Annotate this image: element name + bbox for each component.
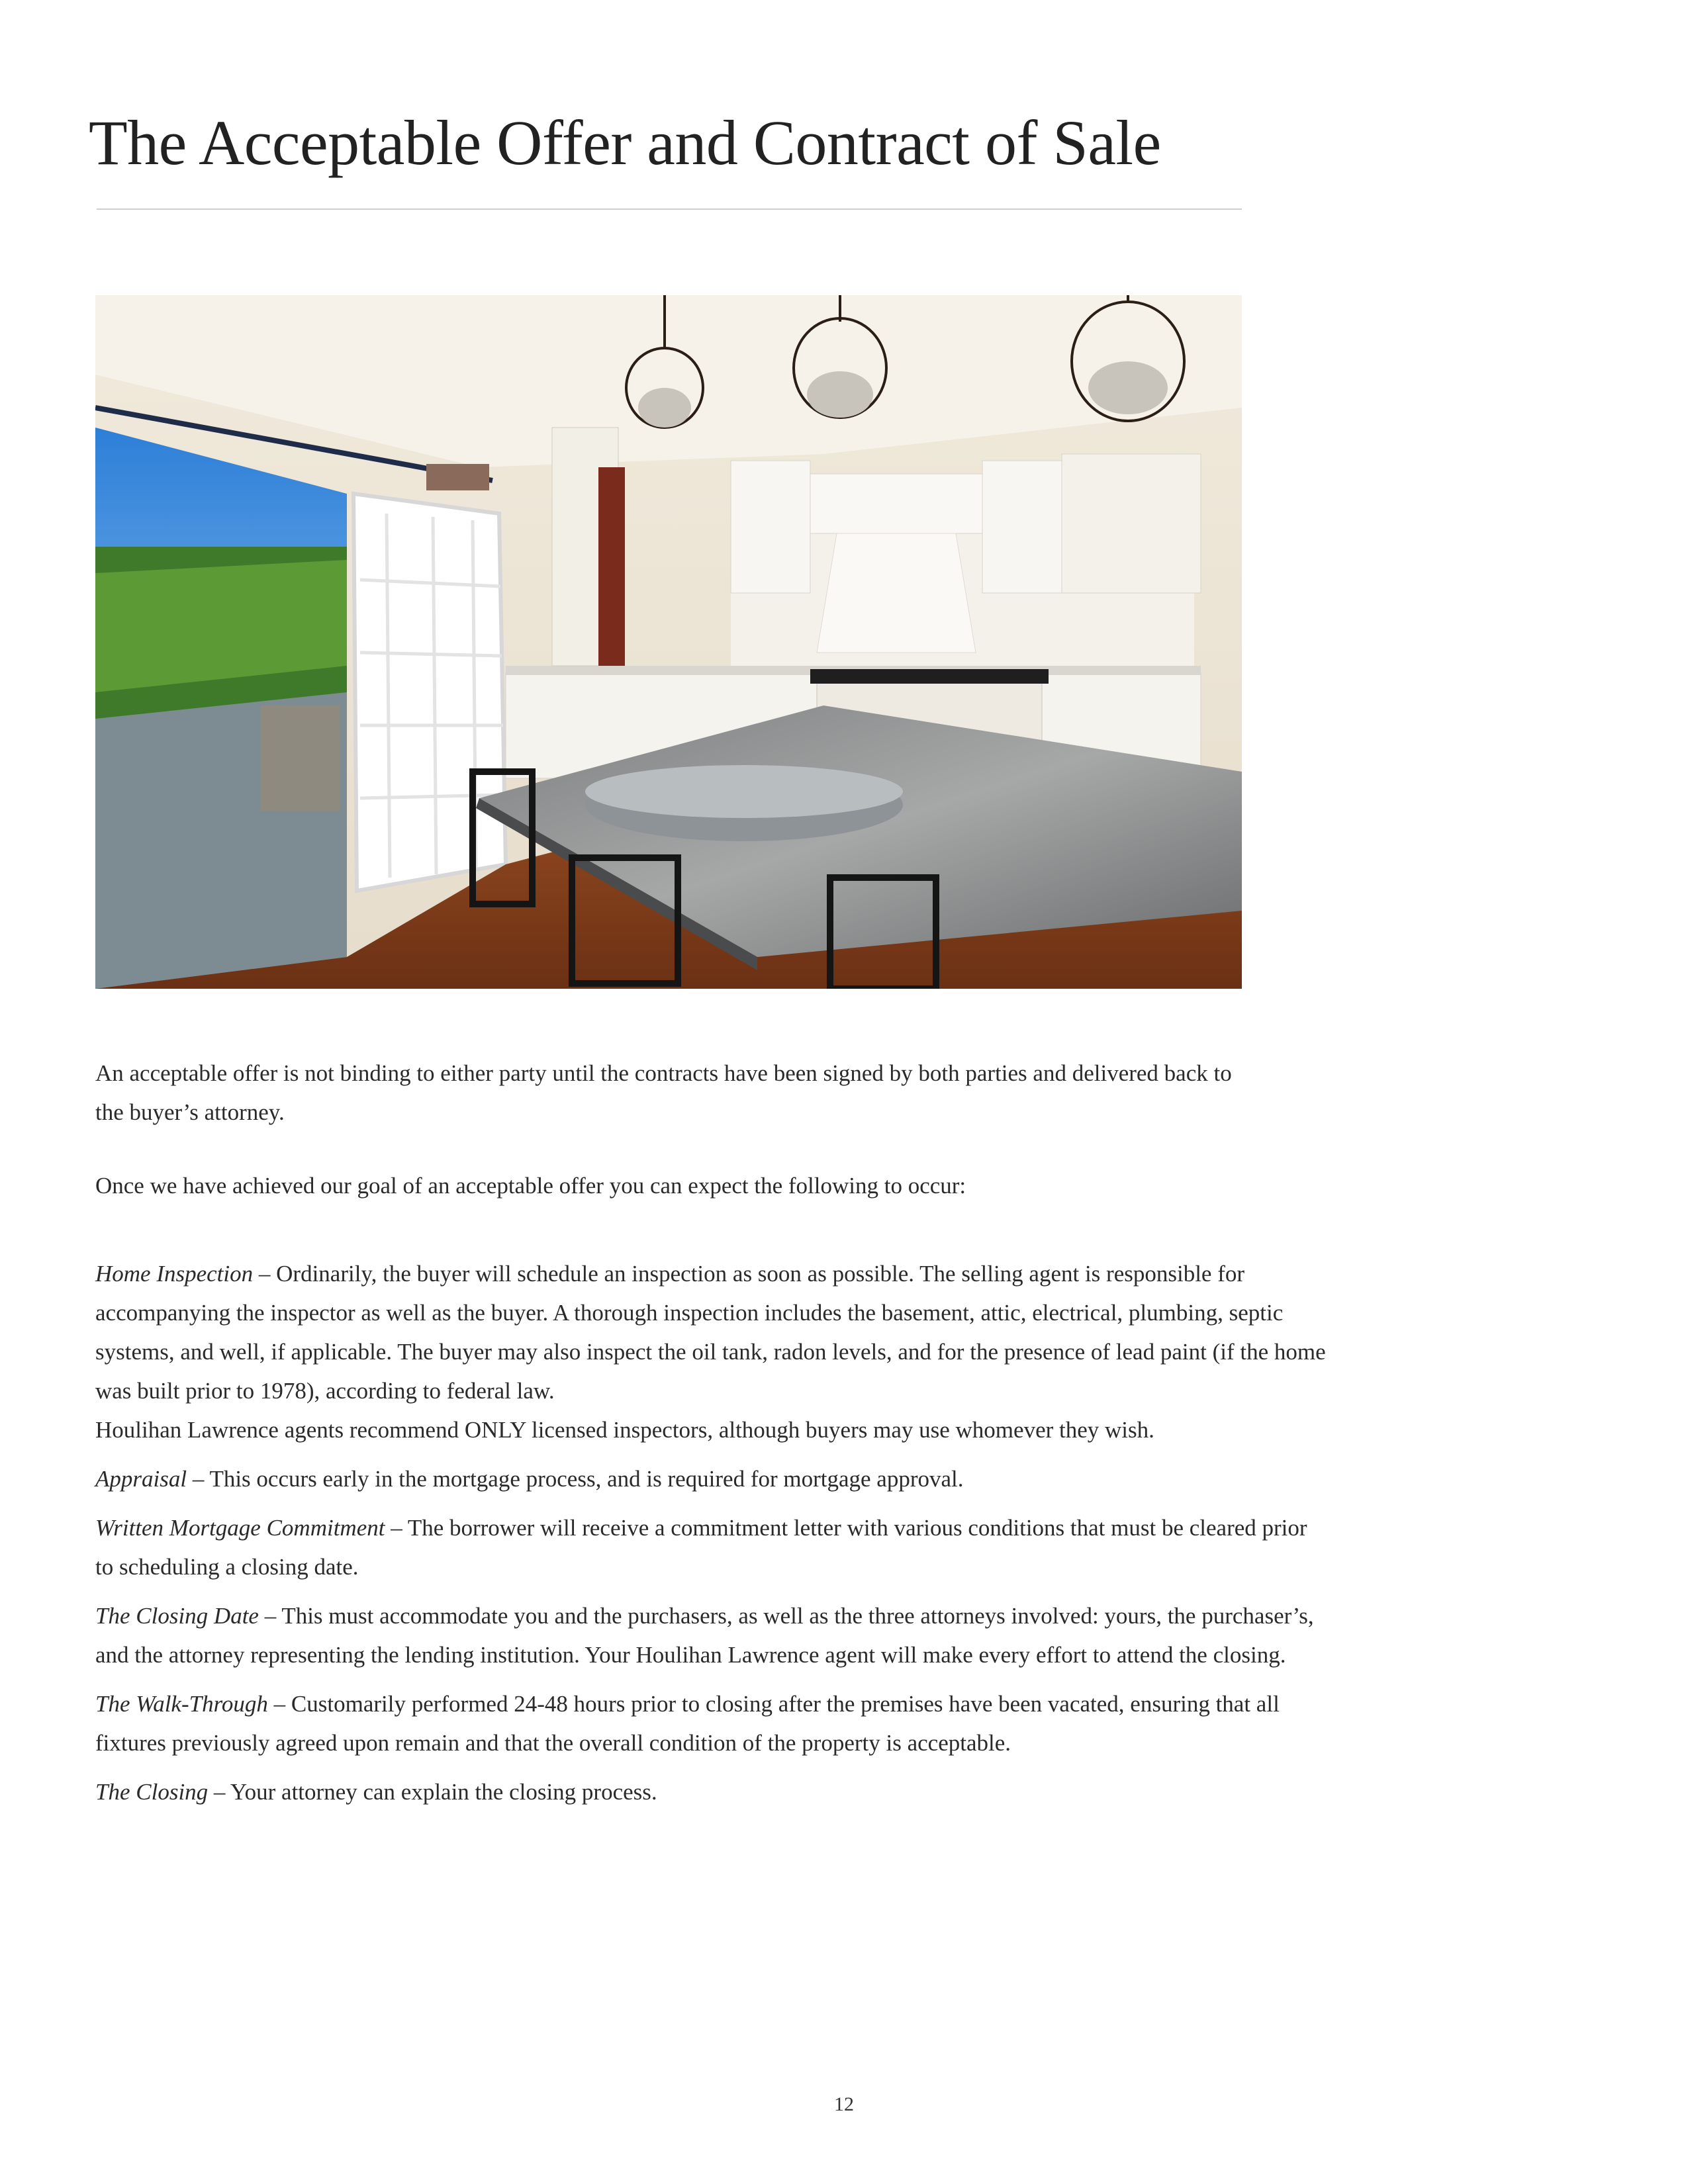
step-description: – Your attorney can explain the closing process. [208, 1779, 657, 1805]
kitchen-photo [95, 295, 1242, 989]
step-description: – This occurs early in the mortgage process, and is required for mortgage approval. [187, 1466, 964, 1492]
expectation-text: Once we have achieved our goal of an acceptable offer you can expect the following to occur: [95, 1173, 966, 1199]
process-steps [95, 1254, 1327, 1821]
step-appraisal [95, 1459, 1327, 1498]
step-term: The Closing [95, 1779, 209, 1805]
step-home-inspection [95, 1254, 1327, 1449]
step-term: Written Mortgage Commitment [95, 1515, 385, 1541]
step-closing [95, 1772, 1327, 1811]
step-mortgage-commitment [95, 1508, 1327, 1586]
step-term: The Walk-Through [95, 1691, 268, 1717]
step-closing-date [95, 1596, 1327, 1674]
step-description: – This must accommodate you and the purchasers, as well as the three attorneys involved: yours, the purchaser’s, and the attorney representing the lending institution. Your Houlihan Lawrence agent will make every effort to attend the closing. [95, 1603, 1314, 1668]
step-walk-through [95, 1684, 1327, 1762]
step-description: – The borrower will receive a commitment letter with various conditions that must be cleared prior to scheduling a closing date. [95, 1515, 1307, 1580]
expectation-paragraph [95, 1166, 1327, 1205]
step-description: – Ordinarily, the buyer will schedule an inspection as soon as possible. The selling agent is responsible for accompanying the inspector as well as the buyer. A thorough inspection includes the basement, attic, electrical, plumbing, septic systems, and well, if applicable. The buyer may also inspect the oil tank, radon levels, and for the presence of lead paint (if the home was built prior to 1978), according to federal law. [95, 1261, 1326, 1404]
step-term: Home Inspection [95, 1261, 254, 1287]
step-note: Houlihan Lawrence agents recommend ONLY licensed inspectors, although buyers may use whomever they wish. [95, 1417, 1154, 1443]
step-description: – Customarily performed 24-48 hours prior to closing after the premises have been vacated, ensuring that all fixtures previously agreed upon remain and that the overall condition of the property is acceptable. [95, 1691, 1280, 1756]
intro-text: An acceptable offer is not binding to either party until the contracts have been signed by both parties and delivered back to the buyer’s attorney. [95, 1060, 1232, 1125]
title-divider [97, 208, 1242, 210]
step-term: Appraisal [95, 1466, 187, 1492]
page-title: The Acceptable Offer and Contract of Sale [89, 107, 1161, 178]
intro-paragraph [95, 1054, 1260, 1132]
page-number: 12 [834, 2093, 854, 2115]
step-term: The Closing Date [95, 1603, 259, 1629]
